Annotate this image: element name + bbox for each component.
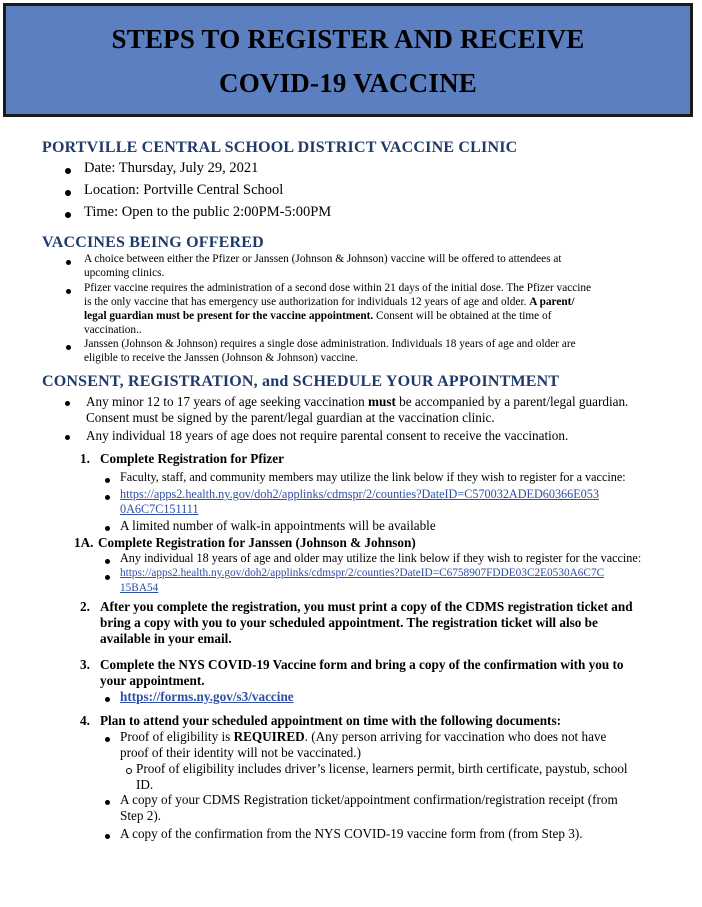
step-1a-number: 1A. (74, 535, 94, 550)
proof-eligibility-line1 (120, 729, 606, 745)
pfizer-registration-link-line2[interactable] (120, 502, 199, 517)
proof-examples-line2: ID. (136, 777, 154, 792)
step-2-line2: bring a copy with you to your scheduled appointment. The registration ticket will also be (100, 615, 598, 630)
consent-minor-line1 (86, 394, 628, 410)
consent-heading: CONSENT, REGISTRATION, and SCHEDULE YOUR APPOINTMENT (42, 373, 560, 390)
step-1a-title: Complete Registration for Janssen (Johnson & Johnson) (98, 535, 416, 550)
consent-minor-text: Any minor 12 to 17 years of age seeking vaccination (86, 394, 365, 409)
step-3-line1: Complete the NYS COVID-19 Vaccine form and bring a copy of the confirmation with you to (100, 657, 624, 672)
vaccine-form-link[interactable]: https://forms.ny.gov/s3/vaccine (120, 689, 294, 704)
proof-text-2: . (Any person arriving for vaccination who does not have (304, 729, 607, 744)
clinic-location: Location: Portville Central School (84, 182, 284, 198)
bullet-icon (65, 401, 70, 406)
bullet-icon (105, 478, 110, 483)
step-2-line1: After you complete the registration, you must print a copy of the CDMS registration ticket and (100, 599, 633, 614)
vaccines-heading: VACCINES BEING OFFERED (42, 234, 264, 251)
cdms-copy-line2: Step 2). (120, 808, 162, 823)
bullet-icon (65, 435, 70, 440)
pfizer-line1: Pfizer vaccine requires the administration of a second dose within 21 days of the initial dose. The Pfizer vaccine (84, 282, 592, 294)
step-1-walkin: A limited number of walk-in appointments will be available (120, 518, 436, 533)
banner-title-line2: COVID-19 VACCINE (219, 68, 477, 98)
step-4-number: 4. (80, 713, 90, 728)
consent-must-bold: must (368, 394, 396, 409)
clinic-heading: PORTVILLE CENTRAL SCHOOL DISTRICT VACCINE CLINIC (42, 139, 518, 156)
bullet-icon (66, 289, 71, 294)
clinic-time: Time: Open to the public 2:00PM-5:00PM (84, 204, 332, 220)
step-4-title: Plan to attend your scheduled appointment on time with the following documents: (100, 713, 561, 728)
janssen-line1: Janssen (Johnson & Johnson) requires a single dose administration. Individuals 18 years of age and older are (84, 338, 576, 350)
proof-text: Proof of eligibility is (120, 729, 231, 744)
pfizer-consent-text: Consent will be obtained at the time of (376, 310, 552, 322)
bullet-icon (105, 697, 110, 702)
sub-bullet-icon (126, 768, 132, 774)
consent-adult: Any individual 18 years of age does not require parental consent to receive the vaccination. (86, 428, 569, 443)
pfizer-guardian-bold: A parent/ (529, 296, 575, 308)
pfizer-line4: vaccination.. (84, 324, 142, 336)
nys-form-copy: A copy of the confirmation from the NYS COVID-19 vaccine form from (from Step 3). (120, 826, 583, 841)
consent-minor-line2: Consent must be signed by the parent/legal guardian at the vaccination clinic. (86, 410, 495, 425)
bullet-icon (105, 834, 110, 839)
bullet-icon (65, 168, 71, 174)
banner-title-line1: STEPS TO REGISTER AND RECEIVE (111, 24, 585, 54)
step-1-title: Complete Registration for Pfizer (100, 451, 284, 466)
pfizer-guardian-bold-2: legal guardian must be present for the vaccine appointment. (84, 310, 374, 322)
pfizer-line2-text: is the only vaccine that has emergency use authorization for individuals 12 years of age and older. (84, 296, 527, 308)
janssen-registration-link[interactable]: https://apps2.health.ny.gov/doh2/applinks/cdmspr/2/counties?DateID=C6758907FDDE03C2E0530A6C7C (120, 567, 605, 579)
vaccine-choice-line2: upcoming clinics. (84, 267, 165, 279)
bullet-icon (105, 800, 110, 805)
pfizer-registration-link[interactable]: https://apps2.health.ny.gov/doh2/applinks/cdmspr/2/counties?DateID=C570032ADED60366E053 (120, 487, 599, 501)
pfizer-registration-link-line1[interactable] (120, 487, 599, 502)
bullet-icon (105, 559, 110, 564)
proof-eligibility-line2: proof of their identity will not be vaccinated.) (120, 745, 361, 760)
janssen-line2: eligible to receive the Janssen (Johnson & Johnson) vaccine. (84, 352, 358, 364)
step-3-number: 3. (80, 657, 90, 672)
proof-examples-line1: Proof of eligibility includes driver’s license, learners permit, birth certificate, paystub, school (136, 761, 628, 776)
step-2-line3: available in your email. (100, 631, 232, 646)
required-bold: REQUIRED (233, 729, 305, 744)
cdms-copy-line1: A copy of your CDMS Registration ticket/appointment confirmation/registration receipt (from (120, 792, 618, 807)
step-2-number: 2. (80, 599, 90, 614)
bullet-icon (105, 575, 110, 580)
bullet-icon (105, 526, 110, 531)
title-banner (3, 3, 693, 117)
step-1a-info: Any individual 18 years of age and older may utilize the link below if they wish to register for the vaccine: (120, 551, 642, 565)
consent-minor-text-2: be accompanied by a parent/legal guardian. (399, 394, 629, 409)
janssen-registration-link-cont[interactable]: 15BA54 (120, 582, 159, 594)
step-1-number: 1. (80, 451, 90, 466)
janssen-registration-link-line2[interactable] (120, 582, 158, 594)
bullet-icon (105, 495, 110, 500)
clinic-date: Date: Thursday, July 29, 2021 (84, 160, 259, 176)
janssen-registration-link-line1[interactable] (120, 567, 604, 579)
pfizer-line3 (84, 310, 551, 322)
bullet-icon (105, 737, 110, 742)
vaccine-choice-line1: A choice between either the Pfizer or Janssen (Johnson & Johnson) vaccine will be offered to attendees at (84, 253, 562, 265)
bullet-icon (65, 212, 71, 218)
bullet-icon (65, 190, 71, 196)
bullet-icon (66, 260, 71, 265)
bullet-icon (66, 345, 71, 350)
pfizer-registration-link-cont[interactable]: 0A6C7C151111 (120, 502, 199, 516)
vaccine-form-link-wrap[interactable] (120, 689, 294, 705)
step-3-line2: your appointment. (100, 673, 205, 688)
pfizer-line2 (84, 296, 575, 308)
step-1-info: Faculty, staff, and community members may utilize the link below if they wish to register for a vaccine: (120, 470, 626, 484)
